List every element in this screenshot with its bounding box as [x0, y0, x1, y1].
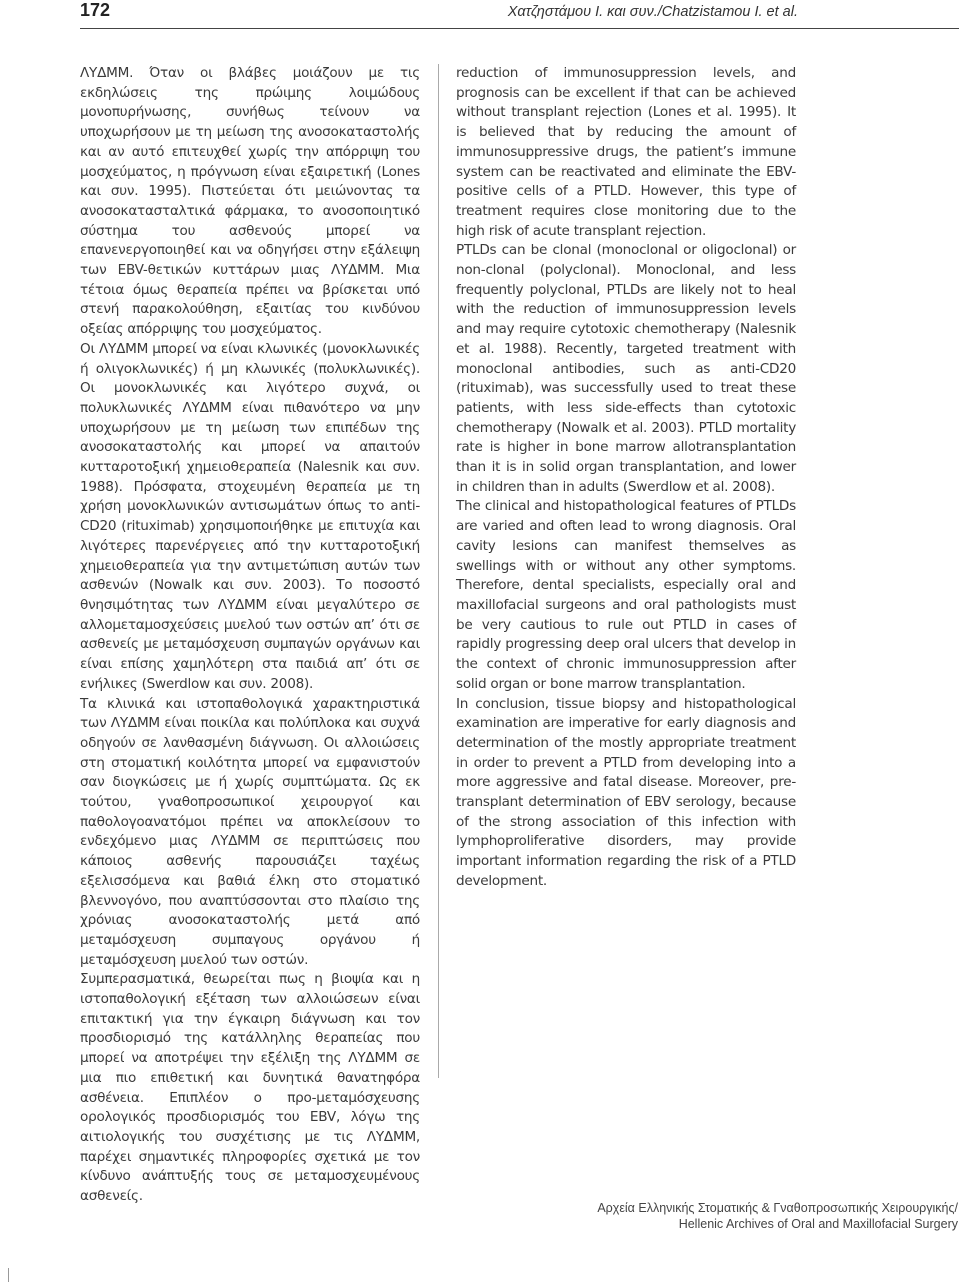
english-column — [456, 64, 796, 892]
english-paragraph: The clinical and histopathological features of PTLDs are varied and often lead to wrong diagnosis. Oral cavity lesions can manifest themselves as swellings with or without any other symptoms. Therefore, dental specialists, especially oral and maxillofacial surgeons and oral pathologists must be very cautious to rule out PTLD in cases of rapidly progressing deep oral ulcers that develop in the context of chronic immunosuppression after solid organ or bone marrow transplantation. — [456, 498, 796, 692]
greek-column — [80, 64, 420, 1207]
greek-paragraph: ΛΥΔΜΜ. Όταν οι βλάβες μοιάζουν με τις εκδηλώσεις της πρώιμης λοιμώδους μονοπυρήνωσης, συνήθως τείνουν να υποχωρήσουν με τη μείωση της ανοσοκαταστολής και αν αυτό επιτευχθεί χωρίς την απόρριψη του μοσχεύματος, η πρόγνωση είναι εξαιρετική (Lones και συν. 1995). Πιστεύεται ότι μειώνοντας τα ανοσοκατασταλτικά φάρμακα, το ανοσοποιητικό σύστημα του ασθενούς μπορεί να επανενεργοποιηθεί και να οδηγήσει στην εξάλειψη των EBV-θετικών κυττάρων μιας ΛΥΔΜΜ. Μια τέτοια όμως θεραπεία πρέπει να βρίσκεται υπό στενή παρακολούθηση, εξαιτίας του κινδύνου οξείας απόρριψης του μοσχεύματος. — [80, 65, 420, 338]
journal-name-greek: Αρχεία Ελληνικής Στοματικής & Γναθοπροσωπικής Χειρουργικής/ — [597, 1201, 958, 1215]
header-rule — [80, 28, 959, 29]
page-header — [0, 0, 960, 34]
running-head: Χατζηστάμου Ι. και συν./Chatzistamou I. et al. — [507, 4, 798, 20]
english-paragraph: PTLDs can be clonal (monoclonal or oligoclonal) or non-clonal (polyclonal). Monoclonal, and less frequently polyclonal, PTLDs are likely not to heal with the reduction of immunosuppression levels and may require cytotoxic chemotherapy (Nalesnik et al. 1988). Recently, targeted treatment with monoclonal antibodies, such as anti-CD20 (rituximab), was successfully used to treat these patients, with less side-effects than cytotoxic chemotherapy (Nowalk et al. 2003). PTLD mortality rate is higher in bone marrow allotransplantation than it is in solid organ transplantation, and lower in children than in adults (Swerdlow et al. 2008). — [456, 242, 796, 495]
journal-name-english: Hellenic Archives of Oral and Maxillofacial Surgery — [678, 1217, 958, 1231]
page-edge-mark — [0, 1268, 9, 1282]
page-number: 172 — [80, 0, 111, 20]
english-paragraph: reduction of immunosuppression levels, and prognosis can be excellent if that can be achieved without transplant rejection (Lones et al. 1995). It is believed that by reducing the amount of immunosuppressive drugs, the patient’s immune system can be reactivated and eliminate the EBV-positive cells of a PTLD. However, this type of treatment requires close monitoring due to the high risk of acute transplant rejection. — [456, 65, 796, 239]
greek-paragraph: Οι ΛΥΔΜΜ μπορεί να είναι κλωνικές (μονοκλωνικές ή ολιγοκλωνικές) ή μη κλωνικές (πολυκλωνικές). Οι μονοκλωνικές και λιγότερο συχνά, οι πολυκλωνικές ΛΥΔΜΜ είναι πιθανότερο να μην υποχωρήσουν με τη μείωση των επιπέδων της ανοσοκαταστολής και μπορεί να απαιτούν κυτταροτοξική χημειοθεραπεία (Nalesnik και συν. 1988). Πρόσφατα, στοχευμένη θεραπεία με τη χρήση μονοκλωνικών αντισωμάτων όπως το anti-CD20 (rituximab) χρησιμοποιήθηκε με επιτυχία και λιγότερες παρενέργειες από την κυτταροτοξική χημειοθεραπεία για την αντιμετώπιση αυτών των ασθενών (Nowalk και συν. 2003). Το ποσοστό θνησιμότητας των ΛΥΔΜΜ είναι μεγαλύτερο σε αλλομεταμοσχεύσεις μυελού των οστών απ’ ότι σε ασθενείς με μεταμόσχευση συμπαγών οργάνων και είναι επίσης χαμηλότερη στα παιδιά απ’ ότι σε ενήλικες (Swerdlow και συν. 2008). — [80, 340, 420, 692]
english-paragraph: In conclusion, tissue biopsy and histopathological examination are imperative for early diagnosis and determination of the mostly appropriate treatment in order to prevent a PTLD from developing into a more aggressive and fatal disease. Moreover, pre-transplant determination of EBV serology, because of the strong association of this infection with lymphoproliferative disorders, may provide important information regarding the risk of a PTLD development. — [456, 695, 796, 889]
page-footer — [597, 1200, 958, 1232]
column-divider — [438, 64, 439, 1078]
greek-paragraph: Συμπερασματικά, θεωρείται πως η βιοψία και η ιστοπαθολογική εξέταση των αλλοιώσεων είναι επιτακτική για την έγκαιρη διάγνωση και τον προσδιορισμό της κατάλληλης θεραπείας που μπορεί να αποτρέψει την εξέλιξη της ΛΥΔΜΜ σε μια πιο επιθετική και δυνητικά θανατηφόρα ασθένεια. Επιπλέον ο προ-μεταμόσχευσης ορολογικός προσδιορισμός του EBV, λόγω της αιτιολογικής του συσχέτισης με τις ΛΥΔΜΜ, παρέχει σημαντικές πληροφορίες σχετικά με τον κίνδυνο ανάπτυξής τους σε μεταμοσχευμένους ασθενείς. — [80, 971, 420, 1205]
greek-paragraph: Τα κλινικά και ιστοπαθολογικά χαρακτηριστικά των ΛΥΔΜΜ είναι ποικίλα και πολύπλοκα και συχνά οδηγούν σε λανθασμένη διάγνωση. Οι αλλοιώσεις στη στοματική κοιλότητα μπορεί να εμφανιστούν σαν διογκώσεις με ή χωρίς συμπτώματα. Ως εκ τούτου, γναθοπροσωπικοί χειρουργοί και παθολογοανατόμοι πρέπει να αποκλείσουν το ενδεχόμενο μιας ΛΥΔΜΜ σε περιπτώσεις που κάποιος ασθενής παρουσιάζει ταχέως εξελισσόμενα και βαθιά έλκη στο στοματικό βλεννογόνο, που αναπτύσσονται στο πλαίσιο της χρόνιας ανοσοκαταστολής μετά από μεταμόσχευση συμπαγους οργάνου ή μεταμόσχευση μυελού των οστών. — [80, 695, 420, 968]
